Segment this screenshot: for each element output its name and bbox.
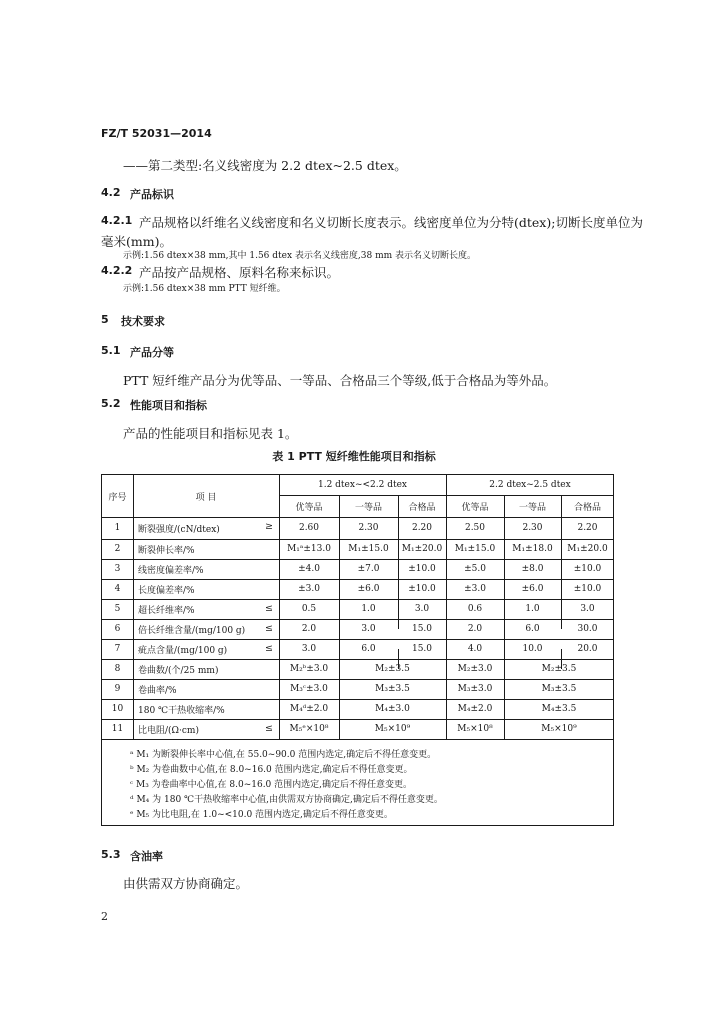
row-value: 4.0 — [467, 644, 483, 654]
table-rule — [102, 739, 614, 740]
row-value: ±8.0 — [521, 564, 544, 574]
row-value: ±10.0 — [573, 584, 602, 594]
header-grade: 一等品 — [354, 502, 382, 513]
table-note: ᶜ M₃ 为卷曲率中心值,在 8.0~16.0 范围内选定,确定后不得任意变更。 — [130, 780, 412, 790]
row-value: M₂±3.0 — [457, 664, 493, 674]
header-grade: 优等品 — [461, 502, 489, 513]
row-value: 10.0 — [522, 644, 543, 654]
row-value: M₅×10⁹ — [541, 724, 577, 734]
row-comparator: ≤ — [265, 643, 273, 654]
row-value: ±10.0 — [408, 584, 436, 594]
row-value: ±6.0 — [357, 584, 380, 594]
row-value: M₂±3.5 — [375, 664, 410, 674]
table-note: ᵈ M₄ 为 180 ℃干热收缩率中心值,由供需双方协商确定,确定后不得任意变更。 — [130, 795, 443, 805]
row-seq: 4 — [114, 584, 121, 594]
section-5-1-text: PTT 短纤维产品分为优等品、一等品、合格品三个等级,低于合格品为等外品。 — [123, 373, 557, 388]
row-seq: 10 — [111, 704, 124, 714]
header-item: 项 目 — [195, 492, 217, 503]
row-item: 卷曲数/(个/25 mm) — [138, 665, 219, 676]
row-value: 3.0 — [414, 604, 430, 614]
row-item: 疵点含量/(mg/100 g) — [138, 645, 228, 656]
row-value: ±3.0 — [298, 584, 320, 594]
header-grade: 合格品 — [573, 502, 601, 513]
row-value: M₂ᵇ±3.0 — [289, 664, 329, 674]
row-value: 1.0 — [525, 604, 540, 614]
section-5-3-title: 含油率 — [130, 850, 163, 863]
table-note: ᵇ M₂ 为卷曲数中心值,在 8.0~16.0 范围内选定,确定后不得任意变更。 — [130, 765, 413, 775]
row-value: M₁±15.0 — [348, 544, 389, 554]
row-value: M₁±18.0 — [512, 544, 553, 554]
row-seq: 8 — [114, 664, 121, 674]
row-value: 2.30 — [358, 523, 379, 533]
section-4-2-1-number: 4.2.1 — [101, 214, 133, 227]
section-4-2-number: 4.2 — [101, 186, 121, 199]
row-value: M₁±20.0 — [567, 544, 608, 554]
row-value: 2.50 — [464, 523, 486, 533]
row-item: 长度偏差率/% — [138, 585, 195, 596]
row-item: 180 ℃干热收缩率/% — [138, 705, 225, 716]
section-5-2-text: 产品的性能项目和指标见表 1。 — [123, 426, 298, 441]
table-note: ᵉ M₅ 为比电阻,在 1.0~<10.0 范围内选定,确定后不得任意变更。 — [130, 810, 393, 820]
row-value: 6.0 — [361, 644, 376, 654]
row-value: M₄ᵈ±2.0 — [289, 704, 329, 714]
row-value: 3.0 — [301, 644, 317, 654]
section-5-1-title: 产品分等 — [130, 346, 174, 359]
row-value: M₅×10⁸ — [457, 724, 493, 734]
row-value: M₃ᶜ±3.0 — [290, 684, 328, 694]
row-item: 倍长纤维含量/(mg/100 g) — [138, 625, 246, 636]
row-seq: 6 — [114, 624, 121, 634]
row-seq: 7 — [114, 644, 121, 654]
row-value: M₃±3.5 — [375, 684, 410, 694]
row-value: ±6.0 — [521, 584, 544, 594]
row-seq: 2 — [114, 544, 121, 554]
row-comparator: ≤ — [265, 623, 273, 634]
row-comparator: ≤ — [265, 723, 273, 734]
row-value: 2.30 — [522, 523, 543, 533]
section-4-2-1-example: 示例:1.56 dtex×38 mm,其中 1.56 dtex 表示名义线密度,38 mm 表示名义切断长度。 — [123, 251, 477, 261]
row-value: M₅×10⁹ — [374, 724, 411, 734]
row-seq: 9 — [114, 684, 121, 694]
header-group-1: 1.2 dtex~<2.2 dtex — [318, 480, 407, 490]
header-seq: 序号 — [108, 492, 127, 503]
row-value: M₁±15.0 — [454, 544, 496, 554]
row-value: ±5.0 — [464, 564, 486, 574]
row-item: 比电阻/(Ω·cm) — [138, 725, 199, 736]
section-5-1-number: 5.1 — [101, 344, 121, 357]
row-item: 断裂伸长率/% — [138, 545, 195, 556]
row-value: 2.20 — [577, 523, 598, 533]
section-4-2-2-text: 产品按产品规格、原料名称来标识。 — [139, 265, 340, 280]
row-value: 2.0 — [301, 624, 317, 634]
header-group-2: 2.2 dtex~2.5 dtex — [489, 480, 571, 490]
row-value: M₁±20.0 — [401, 544, 443, 554]
section-4-2-title: 产品标识 — [130, 188, 174, 201]
row-seq: 11 — [111, 724, 124, 734]
row-value: 6.0 — [525, 624, 540, 634]
section-4-2-2-number: 4.2.2 — [101, 264, 133, 277]
row-seq: 3 — [114, 564, 121, 574]
section-5-title: 技术要求 — [121, 315, 165, 328]
row-comparator: ≥ — [265, 521, 273, 532]
row-value: ±10.0 — [408, 564, 436, 574]
row-comparator: ≤ — [265, 603, 273, 614]
row-value: 1.0 — [361, 604, 376, 614]
row-value: 3.0 — [361, 624, 376, 634]
row-value: 2.20 — [411, 523, 433, 533]
row-item: 断裂强度/(cN/dtex) — [138, 524, 220, 535]
performance-table — [101, 474, 614, 826]
row-value: 15.0 — [411, 644, 433, 654]
section-4-2-2-example: 示例:1.56 dtex×38 mm PTT 短纤维。 — [123, 284, 286, 294]
row-value: ±10.0 — [573, 564, 602, 574]
section-4-2-1-text: 产品规格以纤维名义线密度和名义切断长度表示。线密度单位为分特(dtex);切断长度单位为 — [139, 215, 643, 230]
row-value: ±4.0 — [298, 564, 320, 574]
row-value: M₄±3.0 — [375, 704, 410, 714]
section-5-3-text: 由供需双方协商确定。 — [123, 876, 249, 891]
row-value: 30.0 — [577, 624, 598, 634]
row-seq: 1 — [114, 523, 121, 533]
row-value: M₃±3.0 — [457, 684, 493, 694]
row-value: ±7.0 — [357, 564, 380, 574]
standard-code: FZ/T 52031—2014 — [101, 127, 212, 140]
page-number: 2 — [101, 910, 108, 923]
row-value: 3.0 — [580, 604, 595, 614]
section-4-2-1-text-cont: 毫米(mm)。 — [101, 234, 172, 249]
header-grade: 一等品 — [518, 502, 546, 513]
row-value: M₃±3.5 — [541, 684, 577, 694]
row-item: 卷曲率/% — [138, 685, 177, 696]
row-item: 线密度偏差率/% — [138, 565, 204, 576]
section-5-3-number: 5.3 — [101, 848, 121, 861]
row-value: 2.60 — [298, 523, 320, 533]
row-value: M₂±3.5 — [541, 664, 577, 674]
section-5-2-number: 5.2 — [101, 397, 121, 410]
header-grade: 合格品 — [408, 502, 436, 513]
row-value: M₁ᵃ±13.0 — [287, 544, 331, 554]
row-value: 2.0 — [467, 624, 483, 634]
row-value: 0.5 — [301, 604, 317, 614]
row-item: 超长纤维率/% — [138, 605, 195, 616]
header-grade: 优等品 — [295, 502, 323, 513]
intro-line: ——第二类型:名义线密度为 2.2 dtex~2.5 dtex。 — [123, 158, 407, 173]
row-value: 15.0 — [411, 624, 433, 634]
row-seq: 5 — [114, 604, 121, 614]
table-note: ᵃ M₁ 为断裂伸长率中心值,在 55.0~90.0 范围内选定,确定后不得任意变更。 — [130, 750, 437, 760]
row-value: M₅ᵉ×10⁸ — [289, 724, 329, 734]
row-value: M₄±2.0 — [457, 704, 493, 714]
table-caption: 表 1 PTT 短纤维性能项目和指标 — [272, 450, 436, 463]
row-value: 20.0 — [577, 644, 598, 654]
row-value: 0.6 — [467, 604, 483, 614]
section-5-2-title: 性能项目和指标 — [130, 399, 207, 412]
row-value: ±3.0 — [464, 584, 486, 594]
row-value: M₄±3.5 — [541, 704, 577, 714]
section-5-number: 5 — [101, 313, 109, 326]
